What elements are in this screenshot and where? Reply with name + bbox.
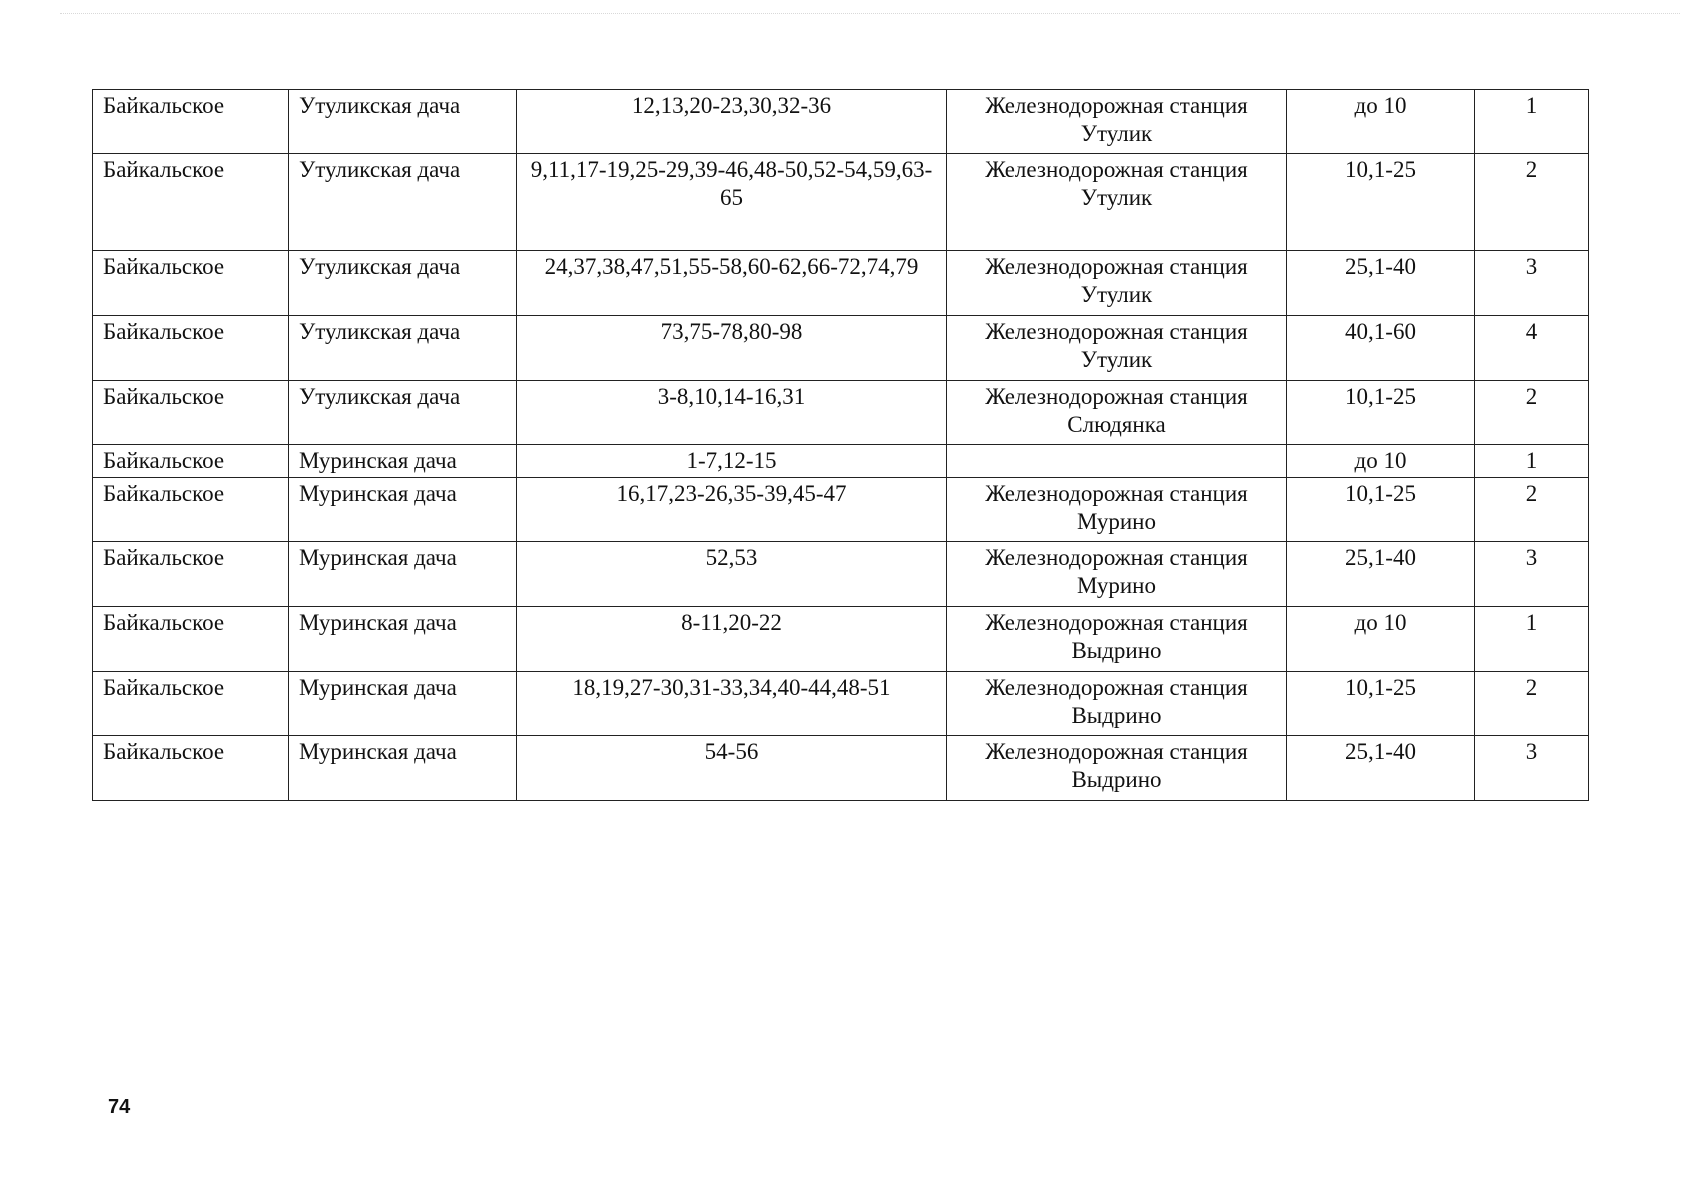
destination-cell: Железнодорожная станция Мурино — [947, 542, 1287, 607]
dacha-cell: Утуликская дача — [289, 154, 517, 251]
dacha-cell: Утуликская дача — [289, 90, 517, 154]
quarters-cell: 54-56 — [517, 736, 947, 801]
table-row — [93, 154, 1589, 251]
distance-cell: 25,1-40 — [1287, 542, 1475, 607]
forestry-cell: Байкальское — [93, 154, 289, 251]
forestry-cell: Байкальское — [93, 736, 289, 801]
page-number: 74 — [108, 1096, 131, 1118]
table-row — [93, 478, 1589, 542]
quarters-cell: 8-11,20-22 — [517, 607, 947, 672]
table-row — [93, 381, 1589, 445]
dacha-cell: Утуликская дача — [289, 251, 517, 316]
table-row — [93, 542, 1589, 607]
destination-cell — [947, 445, 1287, 478]
distance-cell: 10,1-25 — [1287, 478, 1475, 542]
quarters-cell: 52,53 — [517, 542, 947, 607]
destination-cell: Железнодорожная станция Утулик — [947, 316, 1287, 381]
distance-cell: 10,1-25 — [1287, 672, 1475, 736]
table-row — [93, 607, 1589, 672]
destination-cell: Железнодорожная станция Утулик — [947, 251, 1287, 316]
class-cell: 1 — [1475, 90, 1589, 154]
quarters-cell: 12,13,20-23,30,32-36 — [517, 90, 947, 154]
class-cell: 3 — [1475, 542, 1589, 607]
class-cell: 1 — [1475, 607, 1589, 672]
dacha-cell: Муринская дача — [289, 672, 517, 736]
table-row — [93, 316, 1589, 381]
dacha-cell: Утуликская дача — [289, 381, 517, 445]
table-row — [93, 736, 1589, 801]
dacha-cell: Муринская дача — [289, 542, 517, 607]
distance-cell: 40,1-60 — [1287, 316, 1475, 381]
destination-cell: Железнодорожная станция Выдрино — [947, 736, 1287, 801]
quarters-cell: 73,75-78,80-98 — [517, 316, 947, 381]
forest-distance-table — [92, 89, 1589, 801]
quarters-cell: 1-7,12-15 — [517, 445, 947, 478]
dacha-cell: Муринская дача — [289, 607, 517, 672]
forestry-cell: Байкальское — [93, 251, 289, 316]
distance-cell: 25,1-40 — [1287, 251, 1475, 316]
class-cell: 2 — [1475, 478, 1589, 542]
class-cell: 3 — [1475, 251, 1589, 316]
quarters-cell: 9,11,17-19,25-29,39-46,48-50,52-54,59,63-65 — [517, 154, 947, 251]
class-cell: 4 — [1475, 316, 1589, 381]
table-row — [93, 445, 1589, 478]
dacha-cell: Утуликская дача — [289, 316, 517, 381]
destination-cell: Железнодорожная станция Выдрино — [947, 607, 1287, 672]
destination-cell: Железнодорожная станция Слюдянка — [947, 381, 1287, 445]
table-row — [93, 672, 1589, 736]
distance-cell: 10,1-25 — [1287, 381, 1475, 445]
distance-cell: 10,1-25 — [1287, 154, 1475, 251]
destination-cell: Железнодорожная станция Утулик — [947, 154, 1287, 251]
distance-cell: 25,1-40 — [1287, 736, 1475, 801]
class-cell: 1 — [1475, 445, 1589, 478]
scan-edge-line — [60, 13, 1680, 14]
forestry-cell: Байкальское — [93, 478, 289, 542]
table-row — [93, 90, 1589, 154]
quarters-cell: 24,37,38,47,51,55-58,60-62,66-72,74,79 — [517, 251, 947, 316]
dacha-cell: Муринская дача — [289, 445, 517, 478]
class-cell: 2 — [1475, 381, 1589, 445]
forestry-cell: Байкальское — [93, 381, 289, 445]
distance-cell: до 10 — [1287, 90, 1475, 154]
class-cell: 3 — [1475, 736, 1589, 801]
forestry-cell: Байкальское — [93, 445, 289, 478]
destination-cell: Железнодорожная станция Мурино — [947, 478, 1287, 542]
class-cell: 2 — [1475, 154, 1589, 251]
quarters-cell: 16,17,23-26,35-39,45-47 — [517, 478, 947, 542]
distance-cell: до 10 — [1287, 607, 1475, 672]
forestry-cell: Байкальское — [93, 90, 289, 154]
table-row — [93, 251, 1589, 316]
distance-cell: до 10 — [1287, 445, 1475, 478]
dacha-cell: Муринская дача — [289, 478, 517, 542]
quarters-cell: 18,19,27-30,31-33,34,40-44,48-51 — [517, 672, 947, 736]
forestry-cell: Байкальское — [93, 672, 289, 736]
forestry-cell: Байкальское — [93, 607, 289, 672]
dacha-cell: Муринская дача — [289, 736, 517, 801]
forestry-cell: Байкальское — [93, 542, 289, 607]
destination-cell: Железнодорожная станция Выдрино — [947, 672, 1287, 736]
destination-cell: Железнодорожная станция Утулик — [947, 90, 1287, 154]
class-cell: 2 — [1475, 672, 1589, 736]
forestry-cell: Байкальское — [93, 316, 289, 381]
quarters-cell: 3-8,10,14-16,31 — [517, 381, 947, 445]
